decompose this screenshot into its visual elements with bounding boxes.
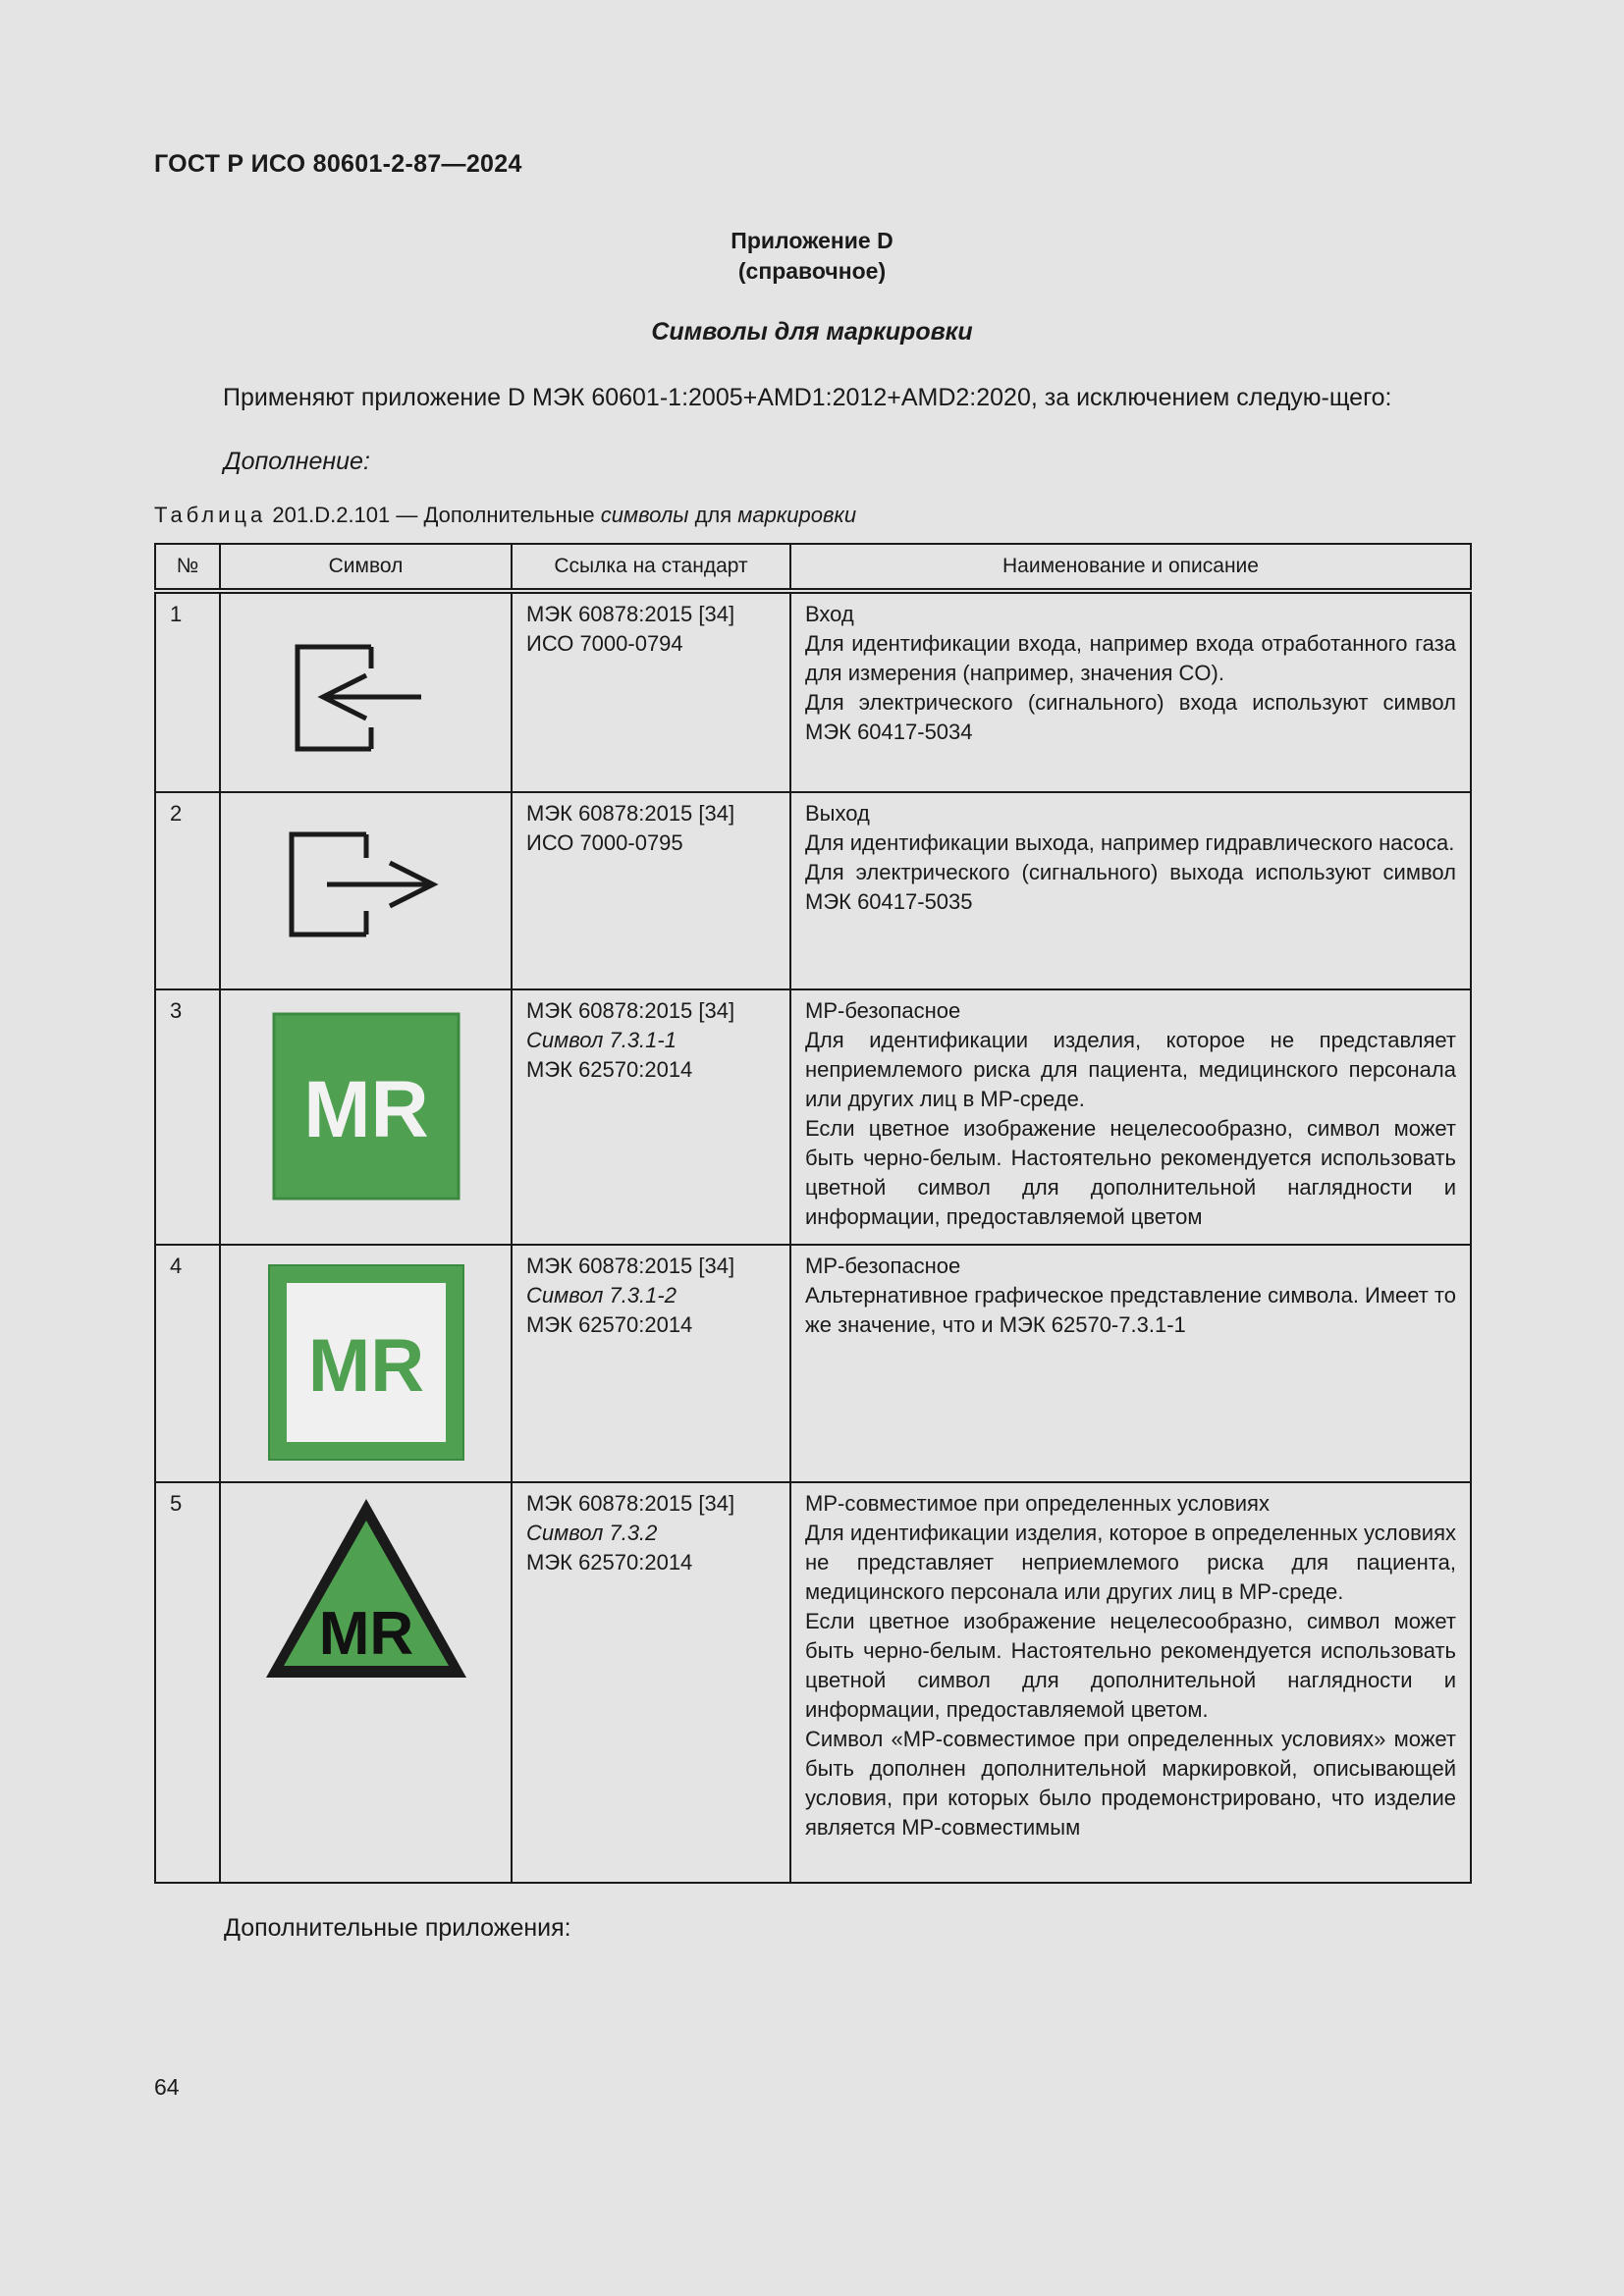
table-row <box>155 989 1471 1245</box>
table-caption-text: Дополнительные <box>423 503 595 527</box>
section-title: Символы для маркировки <box>651 318 973 346</box>
header-symbol: Символ <box>220 544 512 591</box>
table-caption-number: 201.D.2.101 — <box>272 503 418 527</box>
input-arrow-icon <box>268 631 464 778</box>
description-cell <box>790 1245 1471 1482</box>
description-text: Альтернативное графическое представление символа. Имеет то же значение, что и МЭК 62570-7.3.1-1 <box>805 1283 1456 1337</box>
description-text: Для идентификации изделия, которое в определенных условиях не представляет неприемлемого риска для пациента, медицинского персонала или других лиц в МР-среде. <box>805 1521 1456 1604</box>
description-cell <box>790 591 1471 792</box>
row-number: 5 <box>155 1482 220 1883</box>
table-row <box>155 1245 1471 1482</box>
description-text: Символ «МР-совместимое при определенных условиях» может быть дополнен дополнительной маркировкой, описывающей условия, при которых было продемонстрировано, что изделие является МР-совместимым <box>805 1727 1456 1840</box>
table-caption-italic: маркировки <box>737 503 857 527</box>
reference-cell <box>512 989 790 1245</box>
intro-text: Применяют приложение D МЭК 60601-1:2005+AMD1:2012+AMD2:2020, за исключением следую-щего: <box>223 384 1392 411</box>
additional-annexes-label: Дополнительные приложения: <box>224 1914 571 1942</box>
symbol-title: МР-совместимое при определенных условиях <box>805 1491 1270 1516</box>
header-num: № <box>155 544 220 591</box>
description-text: Для идентификации выхода, например гидравлического насоса. <box>805 830 1455 855</box>
reference-line: МЭК 60878:2015 [34] <box>526 998 735 1023</box>
reference-cell <box>512 792 790 989</box>
symbol-cell <box>220 1482 512 1883</box>
annex-status: (справочное) <box>737 258 887 284</box>
reference-line: Символ 7.3.2 <box>526 1521 658 1545</box>
symbols-table <box>154 543 1472 1884</box>
reference-line: МЭК 62570:2014 <box>526 1057 693 1082</box>
table-row <box>155 792 1471 989</box>
addition-label: Дополнение: <box>224 448 370 475</box>
table-header-row <box>155 544 1471 591</box>
description-text: Для идентификации изделия, которое не представляет неприемлемого риска для пациента, медицинского персонала или других лиц в МР-среде. <box>805 1028 1456 1111</box>
description-text: Для электрического (сигнального) входа используют символ МЭК 60417-5034 <box>805 690 1456 744</box>
mr-mark-text: MR <box>318 1600 413 1668</box>
reference-line: Символ 7.3.1-2 <box>526 1283 677 1308</box>
header-reference: Ссылка на стандарт <box>512 544 790 591</box>
symbol-title: Выход <box>805 801 870 826</box>
mr-mark-text: MR <box>302 1065 429 1154</box>
symbol-cell <box>220 989 512 1245</box>
table-caption-prefix: Таблица <box>154 503 267 527</box>
reference-cell <box>512 1482 790 1883</box>
reference-line: Символ 7.3.1-1 <box>526 1028 677 1052</box>
reference-cell <box>512 591 790 792</box>
reference-line: ИСО 7000-0795 <box>526 830 683 855</box>
row-number: 3 <box>155 989 220 1245</box>
description-text: Если цветное изображение нецелесообразно, символ может быть черно-белым. Настоятельно рекомендуется использовать цветной символ для дополнительной наглядности и информации, предоставляемой цветом <box>805 1116 1456 1229</box>
description-cell <box>790 1482 1471 1883</box>
mr-safe-square-icon <box>268 1008 464 1204</box>
symbol-title: МР-безопасное <box>805 998 961 1023</box>
annex-title: Приложение D <box>731 228 893 253</box>
reference-line: МЭК 60878:2015 [34] <box>526 1491 735 1516</box>
header-description: Наименование и описание <box>790 544 1471 591</box>
reference-line: МЭК 62570:2014 <box>526 1550 693 1575</box>
description-cell <box>790 792 1471 989</box>
reference-cell <box>512 1245 790 1482</box>
description-text: Для идентификации входа, например входа отработанного газа для измерения (например, значения CO). <box>805 631 1456 685</box>
table-caption <box>154 503 856 528</box>
reference-line: ИСО 7000-0794 <box>526 631 683 656</box>
row-number: 4 <box>155 1245 220 1482</box>
description-cell <box>790 989 1471 1245</box>
symbol-cell <box>220 1245 512 1482</box>
symbol-title: Вход <box>805 602 854 626</box>
intro-paragraph <box>154 381 1470 414</box>
mr-mark-text: MR <box>307 1324 424 1408</box>
annex-heading <box>0 226 1624 287</box>
description-text: Для электрического (сигнального) выхода используют символ МЭК 60417-5035 <box>805 860 1456 914</box>
reference-line: МЭК 60878:2015 [34] <box>526 602 735 626</box>
description-text: Если цветное изображение нецелесообразно, символ может быть черно-белым. Настоятельно рекомендуется использовать цветной символ для дополнительной наглядности и информации, предоставляемой цветом. <box>805 1609 1456 1722</box>
table-caption-italic: символы <box>600 503 689 527</box>
symbol-cell <box>220 591 512 792</box>
row-number: 1 <box>155 591 220 792</box>
row-number: 2 <box>155 792 220 989</box>
reference-line: МЭК 62570:2014 <box>526 1312 693 1337</box>
table-caption-text: для <box>694 503 732 527</box>
mr-safe-outline-icon <box>263 1259 469 1466</box>
table-row <box>155 1482 1471 1883</box>
output-arrow-icon <box>268 821 464 968</box>
page-number: 64 <box>154 2074 180 2100</box>
mr-conditional-triangle-icon <box>258 1491 474 1687</box>
reference-line: МЭК 60878:2015 [34] <box>526 1254 735 1278</box>
reference-line: МЭК 60878:2015 [34] <box>526 801 735 826</box>
document-code: ГОСТ Р ИСО 80601-2-87—2024 <box>154 150 522 178</box>
table-row <box>155 591 1471 792</box>
symbol-title: МР-безопасное <box>805 1254 961 1278</box>
symbol-cell <box>220 792 512 989</box>
